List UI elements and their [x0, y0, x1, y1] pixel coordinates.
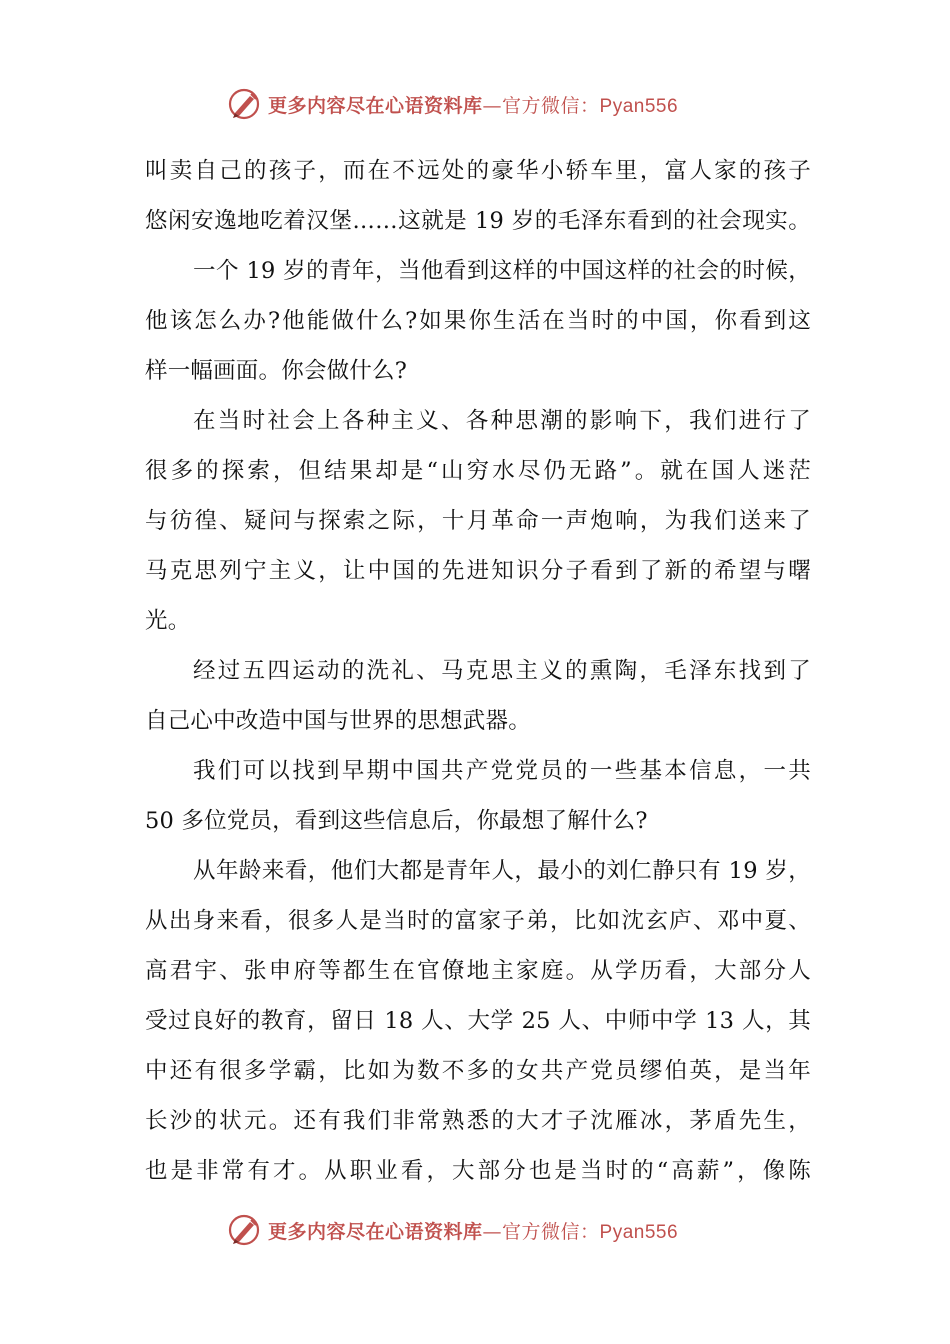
text-line: 他该怎么办?他能做什么?如果你生活在当时的中国，你看到这: [145, 308, 811, 334]
watermark-library: 更多内容尽在心语资料库: [268, 95, 483, 117]
pen-logo-icon: [226, 86, 262, 122]
header-watermark: [0, 84, 950, 124]
watermark-text: [268, 1217, 678, 1244]
body-text: [145, 146, 811, 1196]
text-line: 悠闲安逸地吃着汉堡……这就是 19 岁的毛泽东看到的社会现实。: [145, 208, 811, 234]
text-line: 叫卖自己的孩子，而在不远处的豪华小轿车里，富人家的孩子: [145, 158, 811, 184]
watermark-text: [268, 91, 678, 118]
paragraph-first-line: 在当时社会上各种主义、各种思潮的影响下，我们进行了: [193, 408, 811, 434]
watermark-wechat-id: Pyan556: [599, 96, 679, 117]
text-line: 自己心中改造中国与世界的思想武器。: [145, 708, 531, 734]
text-line: 长沙的状元。还有我们非常熟悉的大才子沈雁冰，茅盾先生，: [145, 1108, 811, 1134]
text-line: 从出身来看，很多人是当时的富家子弟，比如沈玄庐、邓中夏、: [145, 908, 811, 934]
text-line: 样一幅画面。你会做什么?: [145, 358, 407, 384]
paragraph-first-line: 我们可以找到早期中国共产党党员的一些基本信息，一共: [193, 758, 811, 784]
footer-watermark: [0, 1210, 950, 1250]
paragraph-first-line: 一个 19 岁的青年，当他看到这样的中国这样的社会的时候，: [193, 258, 811, 284]
text-line: 光。: [145, 608, 191, 634]
text-line: 也是非常有才。从职业看，大部分也是当时的“高薪”，像陈: [145, 1158, 811, 1184]
text-line: 受过良好的教育，留日 18 人、大学 25 人、中师中学 13 人，其: [145, 1008, 811, 1034]
paragraph-first-line: 从年龄来看，他们大都是青年人，最小的刘仁静只有 19 岁，: [193, 858, 811, 884]
text-line: 与彷徨、疑问与探索之际，十月革命一声炮响，为我们送来了: [145, 508, 811, 534]
text-line: 中还有很多学霸，比如为数不多的女共产党员缪伯英，是当年: [145, 1058, 811, 1084]
watermark-wechat-label: —官方微信：: [482, 1221, 600, 1243]
text-line: 很多的探索，但结果却是“山穷水尽仍无路”。就在国人迷茫: [145, 458, 811, 484]
text-line: 高君宇、张申府等都生在官僚地主家庭。从学历看，大部分人: [145, 958, 811, 984]
paragraph-first-line: 经过五四运动的洗礼、马克思主义的熏陶，毛泽东找到了: [193, 658, 811, 684]
text-line: 50 多位党员，看到这些信息后，你最想了解什么?: [145, 808, 648, 834]
watermark-wechat-id: Pyan556: [599, 1222, 679, 1243]
watermark-library: 更多内容尽在心语资料库: [268, 1221, 483, 1243]
watermark-wechat-label: —官方微信：: [482, 95, 600, 117]
text-line: 马克思列宁主义，让中国的先进知识分子看到了新的希望与曙: [145, 558, 811, 584]
pen-logo-icon: [226, 1212, 262, 1248]
